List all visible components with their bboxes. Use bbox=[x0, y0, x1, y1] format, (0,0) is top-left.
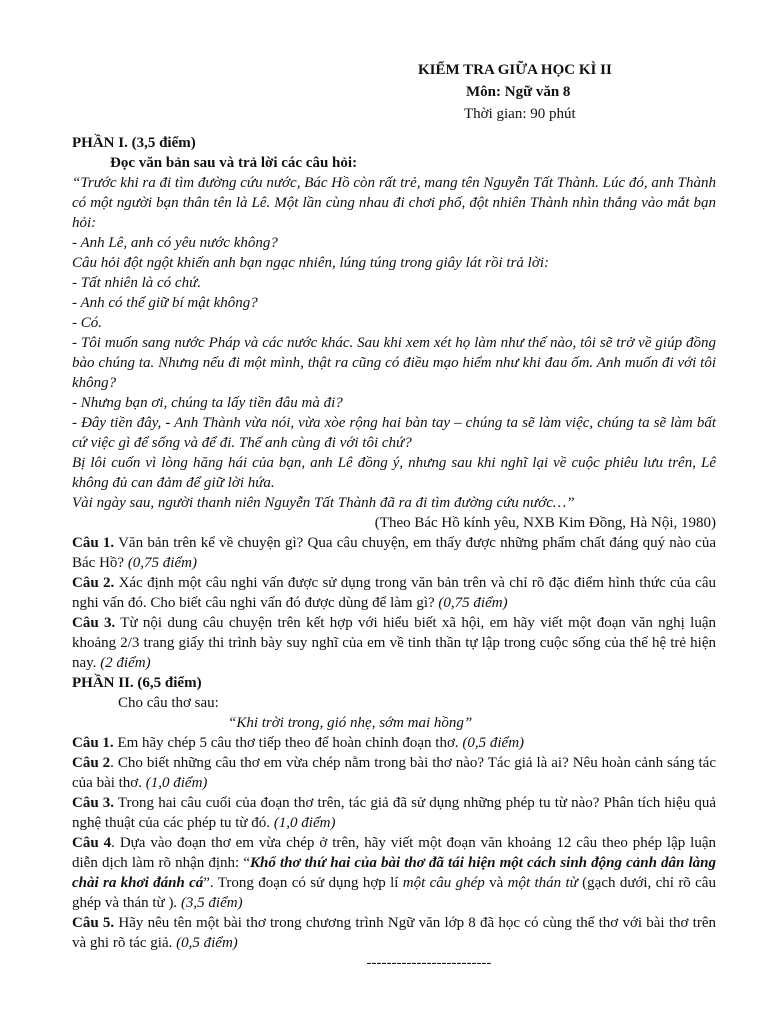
question-text: . Dựa vào đoạn thơ em vừa chép ở trên, hãy viết một đoạn văn khoảng 12 câu theo phép lập luận diễn dịch làm rõ nhận định: “ bbox=[72, 835, 716, 871]
passage-paragraph: Vài ngày sau, người thanh niên Nguyễn Tất Thành đã ra đi tìm đường cứu nước…” bbox=[72, 495, 575, 511]
question-text: Trong hai câu cuối của đoạn thơ trên, tác giả đã sử dụng những phép tu từ nào? Phân tích hiệu quả nghệ thuật của các phép tu từ đó. bbox=[72, 795, 716, 831]
question-points: (1,0 điểm) bbox=[145, 775, 208, 791]
passage-paragraph: - Tôi muốn sang nước Pháp và các nước khác. Sau khi xem xét họ làm như thế nào, tôi sẽ trở về giúp đồng bào chúng ta. Nhưng nếu đi một mình, thật ra cũng có điều mạo hiểm như khi đau ốm. Anh muốn đi với tôi không? bbox=[72, 335, 716, 391]
part2-question-1 bbox=[72, 733, 716, 753]
question-quote: Khổ thơ thứ hai của bài thơ đã tái hiện một cách sinh động cảnh dân làng chài ra khơi đánh cá bbox=[72, 855, 717, 891]
part1-question-1 bbox=[72, 533, 716, 573]
question-points: (0,75 điểm) bbox=[127, 555, 197, 571]
question-text: Hãy nêu tên một bài thơ trong chương trình Ngữ văn lớp 8 đã học có cùng thể thơ với bài thơ trên và ghi rõ tác giả. bbox=[72, 915, 716, 951]
question-label: Câu 1. bbox=[72, 735, 114, 751]
passage-paragraph: Bị lôi cuốn vì lòng hăng hái của bạn, anh Lê đồng ý, nhưng sau khi nghĩ lại về cuộc phiêu lưu trên, Lê không đủ can đảm để giữ lời hứa. bbox=[72, 455, 716, 491]
question-label: Câu 5. bbox=[72, 915, 115, 931]
exam-subject: Môn: Ngữ văn 8 bbox=[466, 84, 571, 100]
question-text: . Cho biết những câu thơ em vừa chép nằm trong bài thơ nào? Tác giả là ai? Nêu hoàn cảnh sáng tác của bài thơ. bbox=[72, 755, 716, 791]
question-label: Câu 1. bbox=[72, 535, 115, 551]
part2-question-4 bbox=[72, 833, 716, 913]
part1-question-3 bbox=[72, 613, 716, 673]
exam-content bbox=[72, 133, 716, 973]
part1-instruction: Đọc văn bản sau và trả lời các câu hỏi: bbox=[110, 155, 358, 171]
question-points: (1,0 điểm) bbox=[273, 815, 336, 831]
question-text: Em hãy chép 5 câu thơ tiếp theo để hoàn chỉnh đoạn thơ. bbox=[113, 735, 463, 751]
part1-question-2 bbox=[72, 573, 716, 613]
part2-intro: Cho câu thơ sau: bbox=[118, 695, 219, 711]
question-term: một thán từ bbox=[507, 875, 578, 891]
part2-heading: PHẦN II. (6,5 điểm) bbox=[72, 675, 202, 691]
question-label: Câu 4 bbox=[72, 835, 112, 851]
question-label: Câu 2. bbox=[72, 575, 115, 591]
passage-paragraph: - Anh có thể giữ bí mật không? bbox=[72, 295, 258, 311]
question-text: Xác định một câu nghi vấn được sử dụng trong văn bản trên và chỉ rõ đặc điểm hình thức của câu nghi vấn đó. Cho biết câu nghi vấn đó được dùng để làm gì? bbox=[72, 575, 716, 611]
passage-paragraph: “Trước khi ra đi tìm đường cứu nước, Bác Hồ còn rất trẻ, mang tên Nguyễn Tất Thành. Lúc đó, anh Thành có một người bạn thân tên là Lê. Một lần cùng nhau đi chơi phố, đột nhiên Thành nhìn thẳng vào mắt bạn hỏi: bbox=[72, 175, 716, 231]
question-points: (0,5 điểm) bbox=[176, 935, 238, 951]
poem-line: “Khi trời trong, gió nhẹ, sớm mai hồng” bbox=[228, 715, 473, 731]
question-points: (2 điểm) bbox=[100, 655, 151, 671]
question-text: ”. Trong đoạn có sử dụng hợp lí bbox=[203, 875, 403, 891]
question-text: (gạch dưới, chỉ rõ câu ghép và thán từ ). bbox=[72, 875, 716, 911]
end-divider: ------------------------- bbox=[366, 955, 492, 971]
part2-question-3 bbox=[72, 793, 716, 833]
part1-heading: PHẦN I. (3,5 điểm) bbox=[72, 135, 196, 151]
exam-time: Thời gian: 90 phút bbox=[464, 106, 576, 122]
passage-paragraph: - Có. bbox=[72, 315, 102, 331]
question-text: Từ nội dung câu chuyện trên kết hợp với hiểu biết xã hội, em hãy viết một đoạn văn nghị luận khoảng 2/3 trang giấy thi trình bày suy nghĩ của em về tinh thần tự lập trong cuộc sống của thế hệ trẻ hiện nay. bbox=[72, 615, 716, 671]
question-points: (0,75 điểm) bbox=[438, 595, 508, 611]
question-points: (0,5 điểm) bbox=[462, 735, 525, 751]
reading-passage bbox=[72, 173, 716, 513]
exam-title: KIỂM TRA GIỮA HỌC KÌ II bbox=[418, 62, 612, 78]
passage-paragraph: - Tất nhiên là có chứ. bbox=[72, 275, 201, 291]
part2-question-5 bbox=[72, 913, 716, 953]
question-label: Câu 2 bbox=[72, 755, 111, 771]
question-text: Văn bản trên kể về chuyện gì? Qua câu chuyện, em thấy được những phẩm chất đáng quý nào của Bác Hồ? bbox=[72, 535, 716, 571]
question-label: Câu 3. bbox=[72, 795, 115, 811]
passage-paragraph: - Nhưng bạn ơi, chúng ta lấy tiền đâu mà đi? bbox=[72, 395, 343, 411]
passage-paragraph: - Anh Lê, anh có yêu nước không? bbox=[72, 235, 278, 251]
question-label: Câu 3. bbox=[72, 615, 116, 631]
question-points: (3,5 điểm) bbox=[180, 895, 243, 911]
passage-paragraph: Câu hỏi đột ngột khiến anh bạn ngạc nhiên, lúng túng trong giây lát rồi trả lời: bbox=[72, 255, 550, 271]
part2-question-2 bbox=[72, 753, 716, 793]
question-text: và bbox=[484, 875, 508, 891]
passage-source: (Theo Bác Hồ kính yêu, NXB Kim Đồng, Hà Nội, 1980) bbox=[374, 515, 716, 531]
question-term: một câu ghép bbox=[402, 875, 485, 891]
passage-paragraph: - Đây tiền đây, - Anh Thành vừa nói, vừa xòe rộng hai bàn tay – chúng ta sẽ làm việc, chúng ta sẽ làm bất cứ việc gì để sống và để đi. Thế anh cùng đi với tôi chứ? bbox=[72, 415, 716, 451]
